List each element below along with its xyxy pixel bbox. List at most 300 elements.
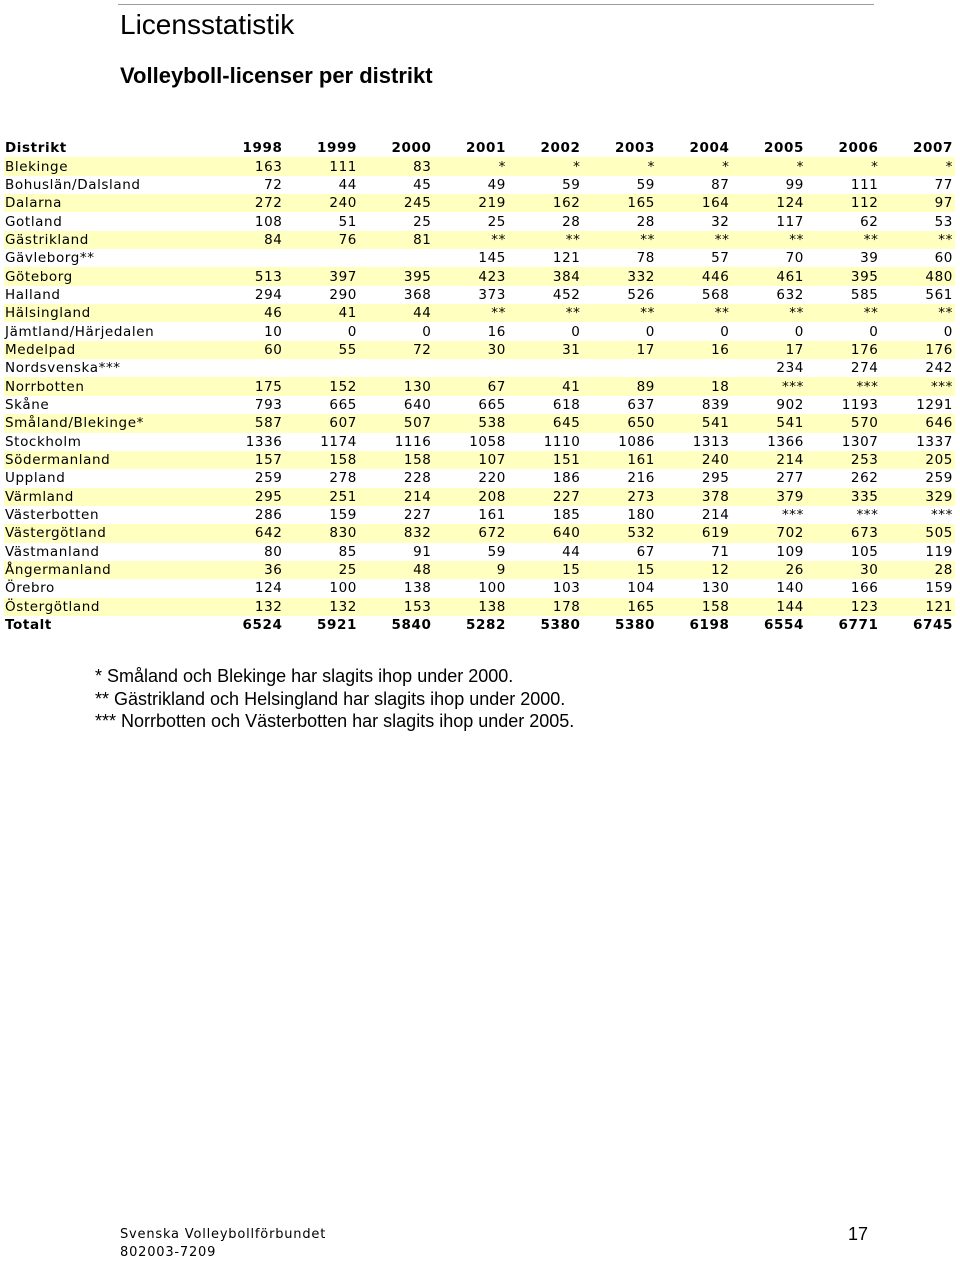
license-count-cell: **: [434, 304, 509, 322]
district-name: Hälsingland: [4, 304, 210, 322]
license-count-cell: 84: [210, 231, 285, 249]
license-count-cell: 295: [701, 470, 730, 487]
column-header-year: 2005: [764, 140, 804, 157]
license-count-cell: ***: [732, 377, 807, 395]
license-count-cell: 51: [338, 213, 357, 230]
license-count-cell: 295: [210, 488, 285, 506]
district-name: Bohuslän/Dalsland: [5, 176, 141, 193]
license-count-cell: 5921: [317, 617, 357, 634]
license-count-cell: 665: [329, 396, 357, 413]
district-name: Örebro: [5, 580, 55, 597]
license-count-cell: 0: [869, 323, 879, 340]
license-count-cell: 227: [508, 488, 583, 506]
license-count-cell: 220: [478, 470, 506, 487]
license-count-cell: 245: [359, 194, 434, 212]
license-count-cell: 48: [359, 561, 434, 579]
license-count-cell: 541: [732, 414, 807, 432]
license-count-cell: 132: [285, 598, 360, 616]
district-name: Västerbotten: [5, 507, 100, 524]
license-count-cell: 6745: [913, 617, 953, 634]
license-count-cell: *: [583, 157, 658, 175]
column-header-year: 2006: [838, 140, 879, 157]
license-count-cell: 121: [881, 598, 956, 616]
license-count-cell: 36: [210, 561, 285, 579]
license-count-cell: 59: [562, 176, 581, 193]
license-count-cell: 157: [210, 451, 285, 469]
column-header-year: 1999: [317, 140, 357, 157]
license-count-cell: 378: [657, 488, 732, 506]
table-total-row: [4, 616, 955, 634]
license-count-cell: 55: [285, 341, 360, 359]
license-count-cell: 1313: [692, 433, 730, 450]
license-count-cell: **: [881, 231, 956, 249]
district-name: Jämtland/Härjedalen: [5, 323, 155, 340]
license-count-cell: 839: [701, 396, 730, 413]
license-count-cell: 1116: [394, 433, 432, 450]
license-count-cell: 541: [657, 414, 732, 432]
license-count-cell: 144: [732, 598, 807, 616]
license-count-cell: 30: [806, 561, 881, 579]
license-count-cell: 123: [806, 598, 881, 616]
license-count-cell: 72: [264, 176, 283, 193]
footer-organization: Svenska Volleybollförbundet: [120, 1227, 327, 1242]
license-count-cell: 5282: [466, 617, 506, 634]
license-count-cell: 294: [254, 286, 283, 303]
license-count-cell: 72: [359, 341, 434, 359]
license-count-cell: **: [732, 231, 807, 249]
license-count-cell: 645: [508, 414, 583, 432]
license-count-cell: 49: [487, 176, 506, 193]
license-count-cell: 532: [583, 524, 658, 542]
license-count-cell: 446: [657, 267, 732, 285]
license-count-cell: [359, 359, 434, 377]
license-count-cell: 159: [329, 507, 357, 524]
license-count-cell: 17: [583, 341, 658, 359]
license-count-cell: 9: [434, 561, 509, 579]
license-count-cell: 111: [285, 157, 360, 175]
license-count-cell: 240: [285, 194, 360, 212]
license-count-cell: 538: [434, 414, 509, 432]
license-count-cell: 87: [711, 176, 730, 193]
license-count-cell: 176: [806, 341, 881, 359]
district-name: Blekinge: [4, 157, 210, 175]
license-count-cell: 166: [850, 580, 879, 597]
table-row: [4, 231, 955, 249]
license-count-cell: 85: [338, 543, 357, 560]
footnote: *** Norrbotten och Västerbotten har slagits ihop under 2005.: [95, 711, 575, 731]
license-count-cell: 16: [657, 341, 732, 359]
license-count-cell: 259: [254, 470, 283, 487]
license-count-cell: 53: [934, 213, 953, 230]
page-title: Licensstatistik: [120, 9, 295, 40]
license-count-cell: **: [508, 231, 583, 249]
license-count-cell: 513: [210, 267, 285, 285]
license-count-cell: [210, 359, 285, 377]
license-count-cell: [210, 249, 285, 267]
license-count-cell: ***: [856, 507, 879, 524]
license-count-cell: 44: [359, 304, 434, 322]
license-count-cell: 57: [711, 250, 730, 267]
license-count-cell: 10: [264, 323, 283, 340]
license-count-cell: 219: [434, 194, 509, 212]
license-count-cell: ***: [806, 377, 881, 395]
license-count-cell: 77: [934, 176, 953, 193]
license-count-cell: 130: [359, 377, 434, 395]
license-count-cell: **: [732, 304, 807, 322]
license-count-cell: **: [508, 304, 583, 322]
license-count-cell: 28: [636, 213, 655, 230]
license-count-cell: [285, 249, 360, 267]
district-name: Medelpad: [4, 341, 210, 359]
license-count-cell: 108: [254, 213, 283, 230]
table-row: [4, 249, 955, 267]
license-count-cell: 1336: [245, 433, 283, 450]
license-count-cell: 0: [720, 323, 730, 340]
license-count-cell: 397: [285, 267, 360, 285]
license-count-cell: *: [806, 157, 881, 175]
license-count-cell: 272: [210, 194, 285, 212]
license-count-cell: 41: [508, 377, 583, 395]
license-count-cell: 67: [434, 377, 509, 395]
license-count-cell: 25: [413, 213, 432, 230]
license-count-cell: 185: [552, 507, 581, 524]
license-count-cell: 158: [285, 451, 360, 469]
footnote: ** Gästrikland och Helsingland har slagits ihop under 2000.: [95, 688, 566, 709]
license-count-cell: *: [657, 157, 732, 175]
license-count-cell: 15: [508, 561, 583, 579]
license-count-cell: 100: [329, 580, 357, 597]
column-header-year: 2002: [540, 140, 581, 157]
table-row: [4, 414, 955, 432]
license-count-cell: 637: [627, 396, 655, 413]
license-count-cell: 227: [403, 507, 432, 524]
license-count-cell: 91: [413, 543, 432, 560]
page-subtitle: Volleyboll-licenser per distrikt: [120, 63, 433, 88]
license-count-cell: 104: [627, 580, 655, 597]
license-count-cell: [434, 359, 509, 377]
district-name: Gävleborg**: [5, 250, 95, 267]
license-count-cell: 214: [701, 507, 730, 524]
license-count-cell: 78: [636, 250, 655, 267]
license-count-cell: 1291: [916, 396, 953, 413]
license-count-cell: 332: [583, 267, 658, 285]
license-count-cell: 262: [850, 470, 879, 487]
license-count-cell: [657, 359, 732, 377]
license-count-cell: **: [657, 231, 732, 249]
district-name: Småland/Blekinge*: [4, 414, 210, 432]
table-row: [4, 194, 955, 212]
district-name: Göteborg: [4, 267, 210, 285]
license-count-cell: 121: [552, 250, 581, 267]
district-name: Norrbotten: [4, 377, 210, 395]
district-name: Uppland: [5, 470, 66, 487]
page-number: 17: [848, 1224, 869, 1244]
license-count-cell: 902: [776, 396, 804, 413]
license-count-cell: 368: [403, 286, 432, 303]
license-count-cell: 132: [210, 598, 285, 616]
license-count-cell: 793: [254, 396, 283, 413]
license-count-cell: 18: [657, 377, 732, 395]
license-count-cell: 507: [359, 414, 434, 432]
license-count-cell: 138: [434, 598, 509, 616]
license-count-cell: 526: [627, 286, 655, 303]
license-count-cell: 642: [210, 524, 285, 542]
license-count-cell: 1174: [320, 433, 357, 450]
table-body: [4, 157, 955, 634]
license-count-cell: 45: [413, 176, 432, 193]
table-row: [4, 267, 955, 285]
license-count-cell: 205: [881, 451, 956, 469]
license-count-cell: 208: [434, 488, 509, 506]
table-row: [4, 579, 955, 597]
license-count-cell: 672: [434, 524, 509, 542]
license-count-cell: 107: [434, 451, 509, 469]
license-count-cell: 153: [359, 598, 434, 616]
license-count-cell: 161: [478, 507, 506, 524]
license-count-cell: 214: [359, 488, 434, 506]
license-count-cell: 0: [347, 323, 357, 340]
license-count-cell: 665: [478, 396, 506, 413]
district-name: Dalarna: [4, 194, 210, 212]
district-name: Södermanland: [4, 451, 210, 469]
license-count-cell: 379: [732, 488, 807, 506]
license-count-cell: 329: [881, 488, 956, 506]
license-count-cell: 585: [850, 286, 879, 303]
table-row: [4, 543, 955, 561]
license-count-cell: **: [583, 304, 658, 322]
license-count-cell: 145: [478, 250, 506, 267]
table-row: [4, 561, 955, 579]
table-row: [4, 396, 955, 414]
license-count-cell: 240: [657, 451, 732, 469]
license-count-cell: 1110: [543, 433, 581, 450]
license-count-cell: 60: [934, 250, 953, 267]
table-row: [4, 341, 955, 359]
license-count-cell: 124: [732, 194, 807, 212]
table-row: [4, 433, 955, 451]
license-count-cell: 286: [254, 507, 283, 524]
license-count-cell: 31: [508, 341, 583, 359]
license-count-cell: 259: [925, 470, 953, 487]
license-count-cell: 152: [285, 377, 360, 395]
district-name: Värmland: [4, 488, 210, 506]
license-count-cell: 119: [925, 543, 953, 560]
license-count-cell: 6554: [764, 617, 804, 634]
license-count-cell: 5380: [540, 617, 581, 634]
license-count-cell: **: [583, 231, 658, 249]
license-count-cell: 640: [403, 396, 432, 413]
column-header-district: Distrikt: [5, 140, 67, 157]
license-count-cell: 164: [657, 194, 732, 212]
footnotes: [95, 665, 574, 733]
license-count-cell: 80: [264, 543, 283, 560]
table-row: [4, 359, 955, 377]
license-count-cell: 607: [285, 414, 360, 432]
license-count-cell: 242: [925, 360, 953, 377]
table-row: [4, 524, 955, 542]
license-count-cell: 832: [359, 524, 434, 542]
district-name: Västmanland: [5, 543, 100, 560]
district-name: Stockholm: [5, 433, 82, 450]
license-count-cell: *: [881, 157, 956, 175]
license-count-cell: 480: [881, 267, 956, 285]
license-count-cell: 273: [583, 488, 658, 506]
license-count-cell: 505: [881, 524, 956, 542]
district-name: Halland: [5, 286, 61, 303]
license-count-cell: 1193: [841, 396, 879, 413]
license-count-cell: 17: [732, 341, 807, 359]
license-count-cell: 395: [806, 267, 881, 285]
license-count-cell: 111: [850, 176, 879, 193]
header-rule: [118, 4, 874, 5]
license-count-cell: 0: [422, 323, 432, 340]
license-count-cell: 570: [806, 414, 881, 432]
license-count-cell: [359, 249, 434, 267]
license-count-cell: 423: [434, 267, 509, 285]
column-header-year: 2007: [913, 140, 953, 157]
license-count-cell: 274: [850, 360, 879, 377]
table-row: [4, 377, 955, 395]
license-count-cell: **: [881, 304, 956, 322]
license-count-cell: 0: [794, 323, 804, 340]
license-count-cell: 0: [645, 323, 655, 340]
table-row: [4, 176, 955, 194]
column-header-year: 1998: [242, 140, 283, 157]
license-count-cell: [508, 359, 583, 377]
license-count-cell: ***: [781, 507, 804, 524]
license-count-cell: 71: [711, 543, 730, 560]
table-row: [4, 488, 955, 506]
column-header-year: 2004: [689, 140, 730, 157]
license-count-cell: 26: [732, 561, 807, 579]
license-count-cell: 1307: [841, 433, 879, 450]
table-row: [4, 212, 955, 230]
license-count-cell: 30: [434, 341, 509, 359]
license-count-cell: 6198: [689, 617, 730, 634]
table-row: [4, 286, 955, 304]
license-count-cell: 41: [285, 304, 360, 322]
table-row: [4, 451, 955, 469]
license-count-cell: 632: [776, 286, 804, 303]
footnote: * Småland och Blekinge har slagits ihop under 2000.: [95, 666, 514, 686]
license-count-cell: 587: [210, 414, 285, 432]
license-count-cell: 253: [806, 451, 881, 469]
license-count-cell: 646: [881, 414, 956, 432]
district-name: Skåne: [5, 396, 50, 413]
license-count-cell: 117: [776, 213, 804, 230]
table-row: [4, 469, 955, 487]
license-count-cell: 25: [285, 561, 360, 579]
license-count-cell: ***: [930, 507, 953, 524]
license-count-cell: 28: [881, 561, 956, 579]
license-count-cell: 151: [508, 451, 583, 469]
license-count-cell: **: [806, 304, 881, 322]
license-count-cell: 99: [785, 176, 804, 193]
column-header-year: 2000: [391, 140, 432, 157]
table-row: [4, 157, 955, 175]
license-count-cell: 165: [583, 598, 658, 616]
license-count-cell: 216: [627, 470, 655, 487]
license-count-cell: 619: [657, 524, 732, 542]
license-count-cell: 161: [583, 451, 658, 469]
license-count-cell: 1366: [767, 433, 804, 450]
license-count-cell: 228: [403, 470, 432, 487]
license-count-cell: *: [508, 157, 583, 175]
license-count-cell: 163: [210, 157, 285, 175]
license-count-cell: 158: [359, 451, 434, 469]
license-count-cell: 452: [552, 286, 581, 303]
license-count-cell: 15: [583, 561, 658, 579]
district-name: Ångermanland: [4, 561, 210, 579]
license-count-cell: 568: [701, 286, 730, 303]
license-count-cell: 16: [487, 323, 506, 340]
license-count-cell: 112: [806, 194, 881, 212]
table-row: [4, 506, 955, 524]
license-count-cell: 561: [925, 286, 953, 303]
license-count-cell: 1337: [916, 433, 953, 450]
license-count-cell: 673: [806, 524, 881, 542]
license-count-cell: *: [434, 157, 509, 175]
license-count-cell: 138: [403, 580, 432, 597]
license-count-cell: 176: [881, 341, 956, 359]
license-count-cell: 162: [508, 194, 583, 212]
column-header-year: 2003: [615, 140, 655, 157]
license-count-cell: 278: [329, 470, 357, 487]
license-count-cell: 105: [850, 543, 879, 560]
license-count-cell: 83: [359, 157, 434, 175]
district-name: Gästrikland: [4, 231, 210, 249]
license-count-cell: 0: [571, 323, 581, 340]
license-count-cell: 60: [210, 341, 285, 359]
license-count-cell: [583, 359, 658, 377]
license-count-cell: 0: [943, 323, 953, 340]
license-count-cell: 158: [657, 598, 732, 616]
license-count-cell: 46: [210, 304, 285, 322]
license-count-cell: 59: [487, 543, 506, 560]
license-count-cell: 702: [732, 524, 807, 542]
license-count-cell: [285, 359, 360, 377]
license-count-cell: 6524: [242, 617, 283, 634]
license-count-cell: 97: [881, 194, 956, 212]
district-name: Nordsvenska***: [5, 360, 121, 377]
license-count-cell: 62: [860, 213, 879, 230]
license-count-cell: 89: [583, 377, 658, 395]
license-count-cell: 67: [636, 543, 655, 560]
license-count-cell: 214: [732, 451, 807, 469]
license-count-cell: 251: [285, 488, 360, 506]
license-count-cell: ***: [881, 377, 956, 395]
district-name: Totalt: [5, 617, 52, 634]
license-count-cell: 277: [776, 470, 804, 487]
license-count-cell: 12: [657, 561, 732, 579]
license-count-cell: 32: [711, 213, 730, 230]
license-count-cell: 25: [487, 213, 506, 230]
license-count-cell: 650: [583, 414, 658, 432]
license-count-cell: 234: [776, 360, 804, 377]
license-count-cell: **: [657, 304, 732, 322]
license-count-cell: 103: [552, 580, 581, 597]
license-count-cell: 109: [776, 543, 804, 560]
license-count-cell: 186: [552, 470, 581, 487]
license-count-cell: 175: [210, 377, 285, 395]
district-name: Västergötland: [4, 524, 210, 542]
table-row: [4, 598, 955, 616]
license-count-cell: 70: [785, 250, 804, 267]
license-count-cell: 44: [338, 176, 357, 193]
license-count-cell: 384: [508, 267, 583, 285]
column-header-year: 2001: [466, 140, 506, 157]
license-count-cell: 130: [701, 580, 730, 597]
